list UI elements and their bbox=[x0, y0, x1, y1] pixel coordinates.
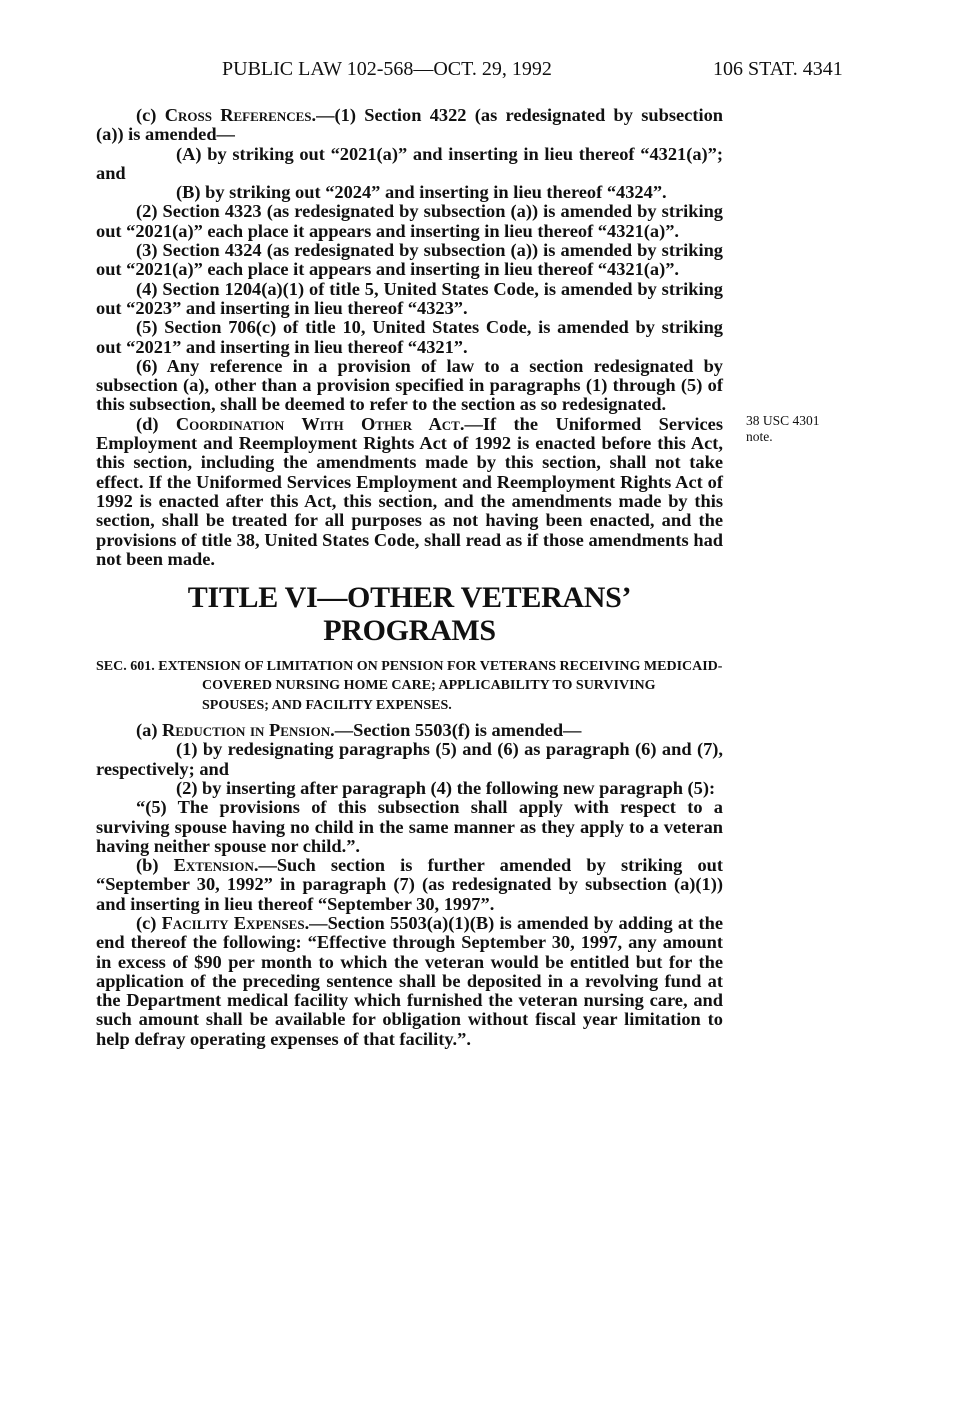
title-line-1: TITLE VI—OTHER VETERANS’ bbox=[187, 581, 632, 615]
subsection-c-cross-references: (c) Cross References.—(1) Section 4322 (as redesignated by subsection (a)) is amended— bbox=[96, 105, 723, 145]
subsection-heading: Cross References. bbox=[164, 105, 317, 125]
paragraph-c-1-A: (A) by striking out “2021(a)” and inserting in lieu thereof “4321(a)”; and bbox=[96, 143, 723, 183]
paragraph-c-2: (2) Section 4323 (as redesignated by subsection (a)) is amended by striking out “2021(a)” each place it appears and inserting in lieu thereof “4321(a)”. bbox=[96, 201, 723, 241]
paragraph-a-1: (1) by redesignating paragraphs (5) and (6) as paragraph (6) and (7), respectively; and bbox=[96, 739, 723, 779]
paragraph-c-4: (4) Section 1204(a)(1) of title 5, United States Code, is amended by striking out “2023” and inserting in lieu thereof “4323”. bbox=[96, 278, 723, 318]
paragraph-c-6: (6) Any reference in a provision of law to a section redesignated by subsection (a), other than a provision specified in paragraphs (1) through (5) of this subsection, shall be deemed to refer to the section as so redesignated. bbox=[96, 355, 723, 415]
paragraph-c-5: (5) Section 706(c) of title 10, United States Code, is amended by striking out “2021” and inserting in lieu thereof “4321”. bbox=[96, 317, 723, 357]
public-law-citation: PUBLIC LAW 102-568—OCT. 29, 1992 bbox=[222, 58, 552, 80]
title-heading bbox=[96, 581, 723, 647]
margin-note-citation: 38 USC 4301 bbox=[746, 413, 820, 428]
subsection-a-reduction: (a) Reduction in Pension.—Section 5503(f) is amended— bbox=[136, 720, 582, 741]
subsection-heading: Extension. bbox=[173, 855, 259, 876]
title-line-2: PROGRAMS bbox=[323, 614, 496, 648]
page-header bbox=[0, 58, 953, 84]
subsection-heading: Reduction in Pension. bbox=[162, 720, 335, 741]
section-601-heading: SEC. 601. EXTENSION OF LIMITATION ON PENSION FOR VETERANS RECEIVING MEDICAID-COVERED NURSING HOME CARE; APPLICABILITY TO SURVIVING SPOUSES; AND FACILITY EXPENSES. bbox=[96, 659, 723, 713]
margin-note-label: note. bbox=[746, 429, 773, 444]
subsection-heading: Facility Expenses. bbox=[161, 912, 310, 933]
statute-page-number: 106 STAT. 4341 bbox=[713, 58, 843, 80]
subsection-b-extension: (b) Extension.—Such section is further amended by striking out “September 30, 1992” in paragraph (7) (as redesignated by subsection (a)(1)) and inserting in lieu thereof “September 30, 1997”. bbox=[96, 855, 723, 914]
paragraph-a-quote: “(5) The provisions of this subsection shall apply with respect to a surviving spouse having no child in the same manner as they apply to a veteran having neither spouse nor child.”. bbox=[96, 797, 723, 856]
paragraph-a-2: (2) by inserting after paragraph (4) the following new paragraph (5): bbox=[176, 777, 716, 798]
margin-note bbox=[746, 413, 856, 445]
paragraph-c-3: (3) Section 4324 (as redesignated by subsection (a)) is amended by striking out “2021(a)” each place it appears and inserting in lieu thereof “4321(a)”. bbox=[96, 240, 723, 280]
subsection-c-facility-expenses: (c) Facility Expenses.—Section 5503(a)(1)(B) is amended by adding at the end thereof the following: “Effective through September 30, 1997, any amount in excess of $90 per month to which the veteran would be entitled but for the application of the preceding sentence shall be deposited in a revolving fund at the Department medical facility which furnished the veteran nursing care, and such amount shall be available for obligation without fiscal year limitation to help defray operating expenses of that facility.”. bbox=[96, 912, 723, 1049]
subsection-d-coordination: (d) Coordination With Other Act.—If the Uniformed Services Employment and Reemployment Rights Act of 1992 is enacted before this Act, this section, including the amendments made by this section, shall not take effect. If the Uniformed Services Employment and Reemployment Rights Act of 1992 is enacted after this Act, this section, and the amendments made by this section, shall be treated for all purposes as not having been enacted, and the provisions of title 38, United States Code, shall read as if those amendments had not been made. bbox=[96, 413, 723, 569]
subsection-heading: Coordination With Other Act. bbox=[175, 413, 465, 434]
body-text bbox=[96, 106, 723, 1049]
paragraph-c-1-B: (B) by striking out “2024” and inserting in lieu thereof “4324”. bbox=[176, 182, 667, 203]
